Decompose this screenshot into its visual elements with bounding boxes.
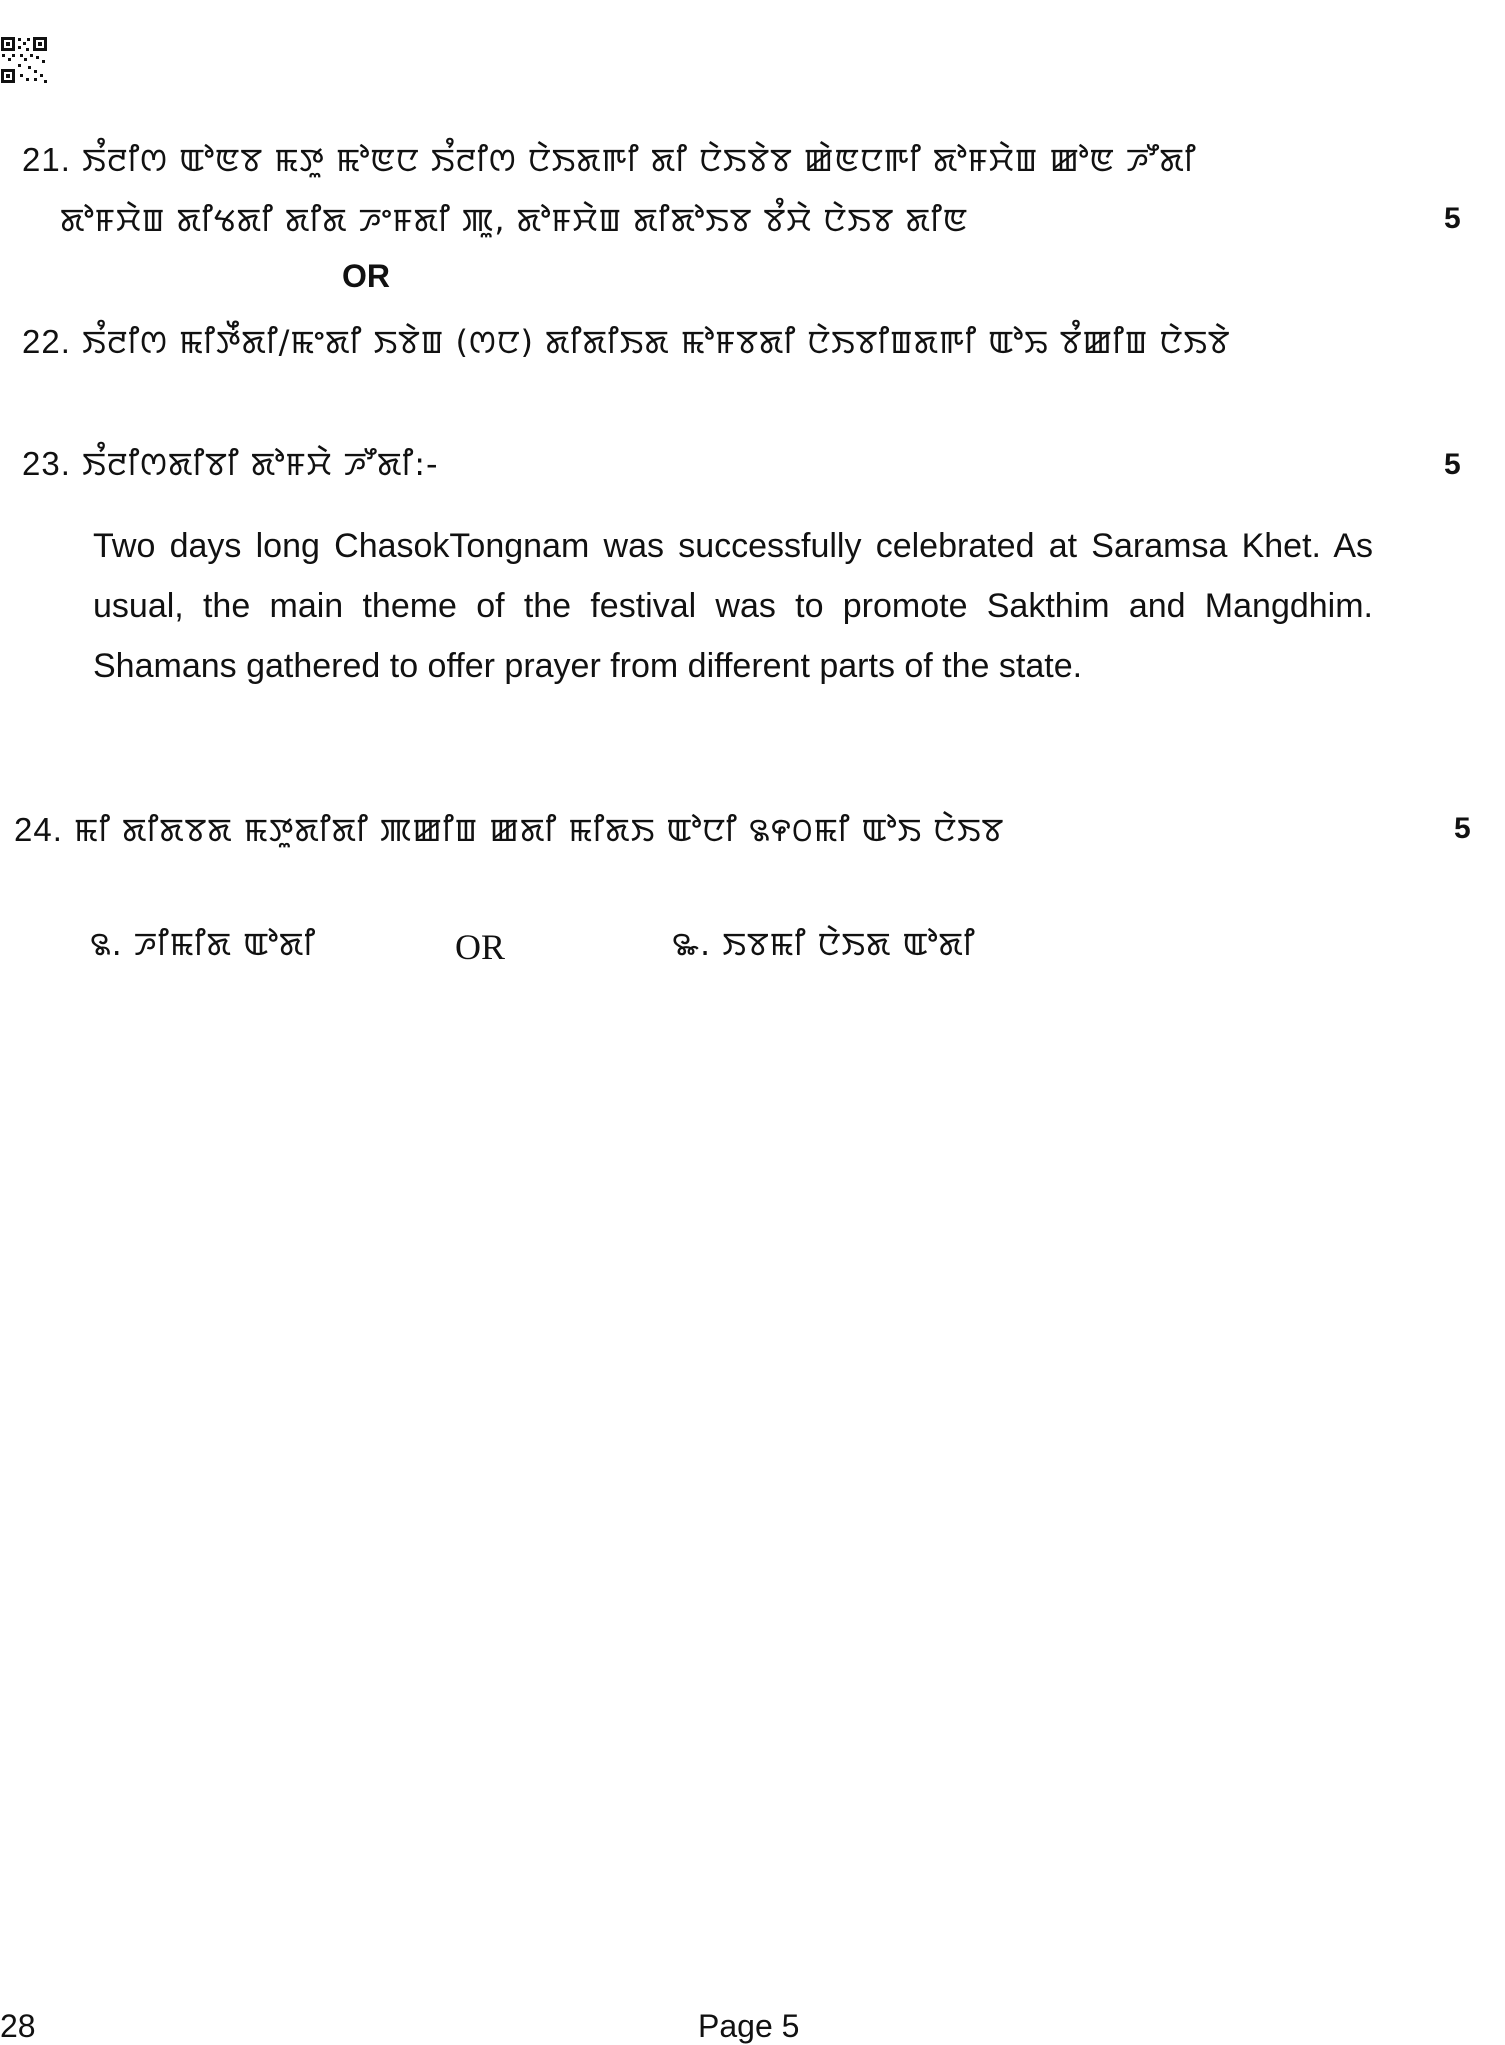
option-a: ꯲. ꯍꯤꯃꯤꯗ ꯑꯣꯗꯤ	[90, 925, 317, 963]
qr-code-icon	[0, 36, 48, 84]
footer-code: 28	[0, 2008, 36, 2044]
question-23	[22, 442, 439, 486]
question-22	[22, 320, 1231, 364]
question-number: 22.	[22, 323, 71, 360]
question-text: ꯏꯪꯂꯤꯁ ꯃꯤꯇꯩꯗꯤ/ꯃꯦꯗꯤ ꯏꯕꯥꯡ (ꯁꯅ) ꯗꯤꯗꯤꯏꯗ ꯃꯣꯝꯕꯗꯤ ꯅꯥꯏꯕꯤꯡꯗꯒꯤ ꯑꯣꯢ ꯕꯪꯀꯤꯡ ꯅꯥꯏꯕꯥ	[82, 323, 1231, 361]
or-separator: OR	[342, 258, 390, 294]
option-b: ꯳. ꯏꯕꯃꯤ ꯅꯥꯏꯗ ꯑꯣꯗꯤ	[672, 925, 976, 963]
question-number: 21.	[22, 141, 71, 178]
question-21	[22, 138, 1197, 182]
passage-text: Two days long ChasokTongnam was successfully celebrated at Saramsa Khet. As usual, the main theme of the festival was to promote Sakthim and Mangdhim. Shamans gathered to offer prayer from different parts of the state.	[93, 527, 1373, 685]
question-number: 24.	[14, 811, 63, 848]
question-text: ꯏꯪꯂꯤꯁ ꯑꯣꯟꯕ ꯃꯇꯨ ꯃꯣꯟꯅ ꯏꯪꯂꯤꯁ ꯅꯥꯏꯗꯒꯤ ꯗꯤ ꯅꯥꯏꯕꯥꯕ ꯀꯥꯟꯅꯒꯤ ꯗꯣꯝꯆꯥꯡ ꯀꯣꯟ ꯍꯧꯗꯤ	[82, 141, 1197, 179]
question-21-continuation: ꯗꯣꯝꯆꯥꯡ ꯗꯤꯠꯗꯤ ꯗꯤꯗ ꯍꯦꯝꯗꯤ ꯄꯨ, ꯗꯣꯝꯆꯥꯡ ꯗꯤꯗꯣꯏꯕ ꯕꯪꯆꯥ ꯅꯥꯏꯕ ꯗꯤꯟ	[60, 201, 969, 239]
question-text: ꯏꯪꯂꯤꯁꯗꯤꯕꯤ ꯗꯣꯝꯆꯥ ꯍꯧꯗꯤ:-	[82, 445, 439, 483]
question-23-marks: 5	[1444, 448, 1461, 481]
option-or: OR	[455, 927, 506, 967]
question-number: 23.	[22, 445, 71, 482]
page-number: Page 5	[698, 2008, 800, 2044]
question-text: ꯃꯤ ꯗꯤꯗꯕꯗ ꯃꯇꯨꯗꯤꯗꯤ ꯄꯀꯤꯡ ꯀꯗꯤ ꯃꯤꯗꯏ ꯑꯣꯅꯤ ꯲꯵꯰ꯃꯤ ꯑꯣꯏ ꯅꯥꯏꯕ	[74, 811, 1005, 849]
question-21-marks: 5	[1444, 202, 1461, 235]
question-24-marks: 5	[1454, 812, 1471, 845]
question-24	[14, 808, 1004, 852]
